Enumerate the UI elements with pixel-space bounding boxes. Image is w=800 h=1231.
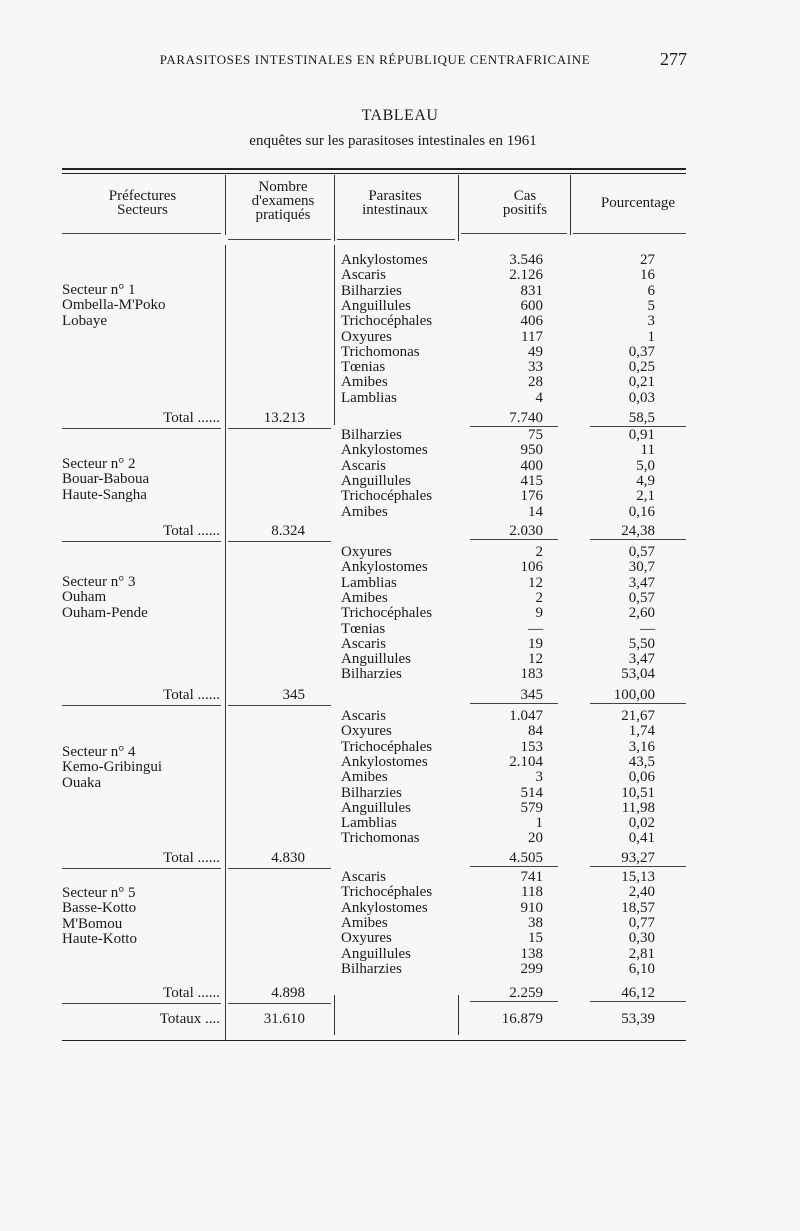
percent-value: 43,5 [628,753,655,770]
top-rule-thin [62,173,686,174]
sector-label: Bouar-Baboua [62,471,150,488]
cases-value: 950 [520,442,543,459]
cases-value: 183 [520,666,543,683]
parasite-name: Oxyures [341,723,392,740]
percent-value: 3,47 [628,651,655,668]
percent-value: 21,67 [621,708,655,724]
cases-value: 2.104 [509,753,543,770]
percent-value: 0,77 [628,914,655,931]
sector-label: Kemo-Gribingui [62,759,162,776]
cases-total: 2.030 [509,523,543,539]
percent-value: 0,41 [628,830,655,847]
sector-label: Basse-Kotto [62,900,137,917]
sector-label: Haute-Sangha [62,486,147,503]
table-title: TABLEAU [361,107,439,124]
total-label: Total ...... [163,523,220,539]
parasite-name: Lamblias [341,574,397,591]
percent-value: 11 [640,442,655,459]
parasite-name: Amibes [341,503,388,520]
cases-value: 2.126 [509,267,543,284]
percent-value: 0,30 [628,930,655,947]
cases-total: 2.259 [509,985,543,1001]
percent-value: 11,98 [621,799,655,816]
cases-value: 176 [520,488,543,505]
section-rule [228,541,331,542]
section-rule [228,428,331,429]
percent-value: 16 [640,267,655,284]
header-underline [461,233,567,234]
percent-value: 2,81 [628,945,655,962]
parasite-name: Tœnias [341,620,386,637]
section-rule [62,1003,221,1004]
cases-value: 3 [535,769,543,786]
parasite-name: Anguillules [341,472,411,489]
parasite-name: Trichocéphales [341,738,433,755]
parasite-name: Anguillules [341,945,411,962]
percent-value: 1,74 [628,723,655,740]
column-rule [334,995,335,1035]
cases-value: 20 [528,830,543,847]
cases-value: — [528,620,543,637]
column-rule [334,245,335,425]
cases-value: 400 [520,457,543,474]
percent-value: 18,57 [621,899,655,916]
parasite-name: Ankylostomes [341,753,428,770]
parasite-name: Lamblias [341,815,397,832]
sector-label: Secteur n° 5 [62,885,136,901]
section-rule [62,541,221,542]
percent-value: 0,06 [628,769,655,786]
column-rule [458,995,459,1035]
percent-value: 3,47 [628,574,655,591]
parasite-name: Trichocéphales [341,488,433,505]
column-rule [334,175,335,241]
percent-total: 46,12 [621,985,655,1001]
bottom-rule [62,1040,686,1041]
parasite-name: Ankylostomes [341,252,428,268]
column-rule [570,175,571,235]
cases-value: 28 [528,374,543,391]
cases-value: 910 [520,899,543,916]
parasite-name: Oxyures [341,930,392,947]
section-rule [590,1001,686,1002]
cases-value: 415 [520,472,543,489]
section-rule [590,539,686,540]
parasite-name: Oxyures [341,328,392,345]
cases-value: 33 [528,359,543,376]
percent-value: 6,10 [628,960,655,977]
section-rule [470,866,558,867]
cases-value: 117 [521,328,543,345]
percent-value: 0,57 [628,589,655,606]
cases-value: 3.546 [509,252,543,268]
total-label: Total ...... [163,850,220,866]
cases-value: 600 [520,297,543,314]
percent-value: 3,16 [628,738,655,755]
percent-value: 0,57 [628,544,655,560]
parasite-name: Amibes [341,769,388,786]
cases-total: 345 [520,687,543,703]
percent-value: 0,91 [628,427,655,443]
header-prefectures: Préfectures Secteurs [108,188,177,218]
running-head: PARASITOSES INTESTINALES EN RÉPUBLIQUE CENTRAFRICAINE [159,52,591,67]
header-underline [573,233,686,234]
cases-value: 49 [528,343,543,360]
section-rule [62,868,221,869]
sector-label: Ouham-Pende [62,604,148,621]
parasite-name: Bilharzies [341,282,402,299]
percent-value: 0,37 [628,343,655,360]
cases-value: 579 [520,799,543,816]
sector-label: Lobaye [62,312,107,329]
cases-value: 2 [535,589,543,606]
cases-value: 153 [520,738,543,755]
percent-value: 27 [640,252,655,268]
parasite-name: Tœnias [341,359,386,376]
exams-total: 13.213 [263,410,305,426]
section-rule [470,539,558,540]
section-rule [228,868,331,869]
percent-value: 10,51 [621,784,655,801]
table-subtitle: enquêtes sur les parasitoses intestinales en 1961 [249,133,537,149]
section-rule [470,1001,558,1002]
sector-label: Ombella-M'Poko [62,297,166,314]
parasite-name: Trichomonas [341,343,420,360]
percent-value: 0,25 [628,359,655,376]
percent-value: 53,04 [621,666,655,683]
percent-value: 2,60 [628,605,655,622]
percent-total: 100,00 [613,687,655,703]
sector-label: Secteur n° 1 [62,282,136,298]
cases-value: 741 [520,869,543,885]
sector-label: Secteur n° 2 [62,456,136,472]
total-label: Total ...... [163,687,220,703]
parasite-name: Ankylostomes [341,559,428,576]
cases-value: 12 [528,651,543,668]
percent-value: 0,16 [628,503,655,520]
parasite-name: Trichocéphales [341,313,433,330]
header-underline [228,239,331,240]
cases-value: 14 [528,503,543,520]
grand-total-exams: 31.610 [263,1011,305,1027]
total-label: Total ...... [163,985,220,1001]
header-parasites: Parasites intestinaux [362,188,428,218]
parasite-name: Ascaris [341,708,386,724]
cases-value: 4 [535,389,543,406]
percent-value: 5,50 [628,635,655,652]
percent-value: 5,0 [636,457,655,474]
header-pourcentage: Pourcentage [600,195,676,211]
column-rule [458,175,459,241]
sector-label: M'Bomou [62,915,123,932]
section-rule [228,1003,331,1004]
percent-total: 93,27 [621,850,655,866]
percent-value: 3 [647,313,655,330]
section-rule [228,705,331,706]
top-rule-thick [62,168,686,170]
total-label: Total ...... [163,410,220,426]
percent-value: 30,7 [628,559,655,576]
percent-total: 24,38 [621,523,655,539]
percent-total: 58,5 [628,410,655,426]
cases-value: 9 [535,605,543,622]
section-rule [62,705,221,706]
parasite-name: Ankylostomes [341,442,428,459]
exams-total: 4.830 [271,850,305,866]
parasite-name: Bilharzies [341,960,402,977]
cases-total: 7.740 [509,410,543,426]
parasite-name: Lamblias [341,389,397,406]
sector-label: Ouham [62,589,107,606]
parasite-name: Anguillules [341,297,411,314]
parasite-name: Bilharzies [341,666,402,683]
cases-value: 514 [520,784,543,801]
percent-value: 0,02 [628,815,655,832]
percent-value: — [640,620,655,637]
parasite-name: Amibes [341,589,388,606]
cases-value: 38 [528,914,543,931]
cases-value: 118 [521,884,543,901]
column-rule [225,175,226,235]
sector-label: Ouaka [62,774,102,791]
exams-total: 4.898 [271,985,305,1001]
parasite-name: Ascaris [341,635,386,652]
parasite-name: Amibes [341,374,388,391]
cases-value: 106 [520,559,543,576]
column-rule [225,245,226,1040]
exams-total: 345 [282,687,305,703]
cases-value: 1 [535,815,543,832]
header-underline [62,233,221,234]
parasite-name: Ascaris [341,869,386,885]
grand-total-cases: 16.879 [501,1011,543,1027]
section-rule [590,866,686,867]
section-rule [62,428,221,429]
cases-value: 299 [520,960,543,977]
percent-value: 0,03 [628,389,655,406]
header-underline [337,239,455,240]
parasite-name: Ascaris [341,267,386,284]
parasite-name: Trichocéphales [341,605,433,622]
percent-value: 5 [647,297,655,314]
percent-value: 1 [647,328,655,345]
percent-value: 0,21 [628,374,655,391]
cases-value: 84 [528,723,543,740]
parasite-name: Ankylostomes [341,899,428,916]
sector-label: Secteur n° 3 [62,574,136,590]
header-nombre-examens: Nombre d'examens pratiqués [251,179,315,223]
cases-value: 406 [520,313,543,330]
percent-value: 2,40 [628,884,655,901]
cases-value: 831 [520,282,543,299]
parasite-name: Amibes [341,914,388,931]
cases-value: 1.047 [509,708,543,724]
page-number: 277 [660,49,687,69]
grand-total-label: Totaux .... [159,1011,220,1027]
sector-label: Haute-Kotto [62,930,137,947]
percent-value: 4,9 [636,472,655,489]
section-rule [590,703,686,704]
cases-value: 2 [535,544,543,560]
cases-value: 19 [528,635,543,652]
cases-value: 75 [528,427,543,443]
parasite-name: Anguillules [341,651,411,668]
exams-total: 8.324 [271,523,305,539]
section-rule [470,703,558,704]
percent-value: 15,13 [621,869,655,885]
sector-label: Secteur n° 4 [62,744,136,760]
parasite-name: Trichomonas [341,830,420,847]
parasite-name: Bilharzies [341,427,402,443]
percent-value: 2,1 [636,488,655,505]
parasite-name: Ascaris [341,457,386,474]
section-rule [470,426,558,427]
parasite-name: Oxyures [341,544,392,560]
percent-value: 6 [647,282,655,299]
parasite-name: Trichocéphales [341,884,433,901]
cases-value: 12 [528,574,543,591]
cases-value: 138 [520,945,543,962]
cases-total: 4.505 [509,850,543,866]
parasite-name: Bilharzies [341,784,402,801]
header-cas-positifs: Cas positifs [502,188,548,218]
cases-value: 15 [528,930,543,947]
grand-total-percent: 53,39 [621,1011,655,1027]
parasite-name: Anguillules [341,799,411,816]
